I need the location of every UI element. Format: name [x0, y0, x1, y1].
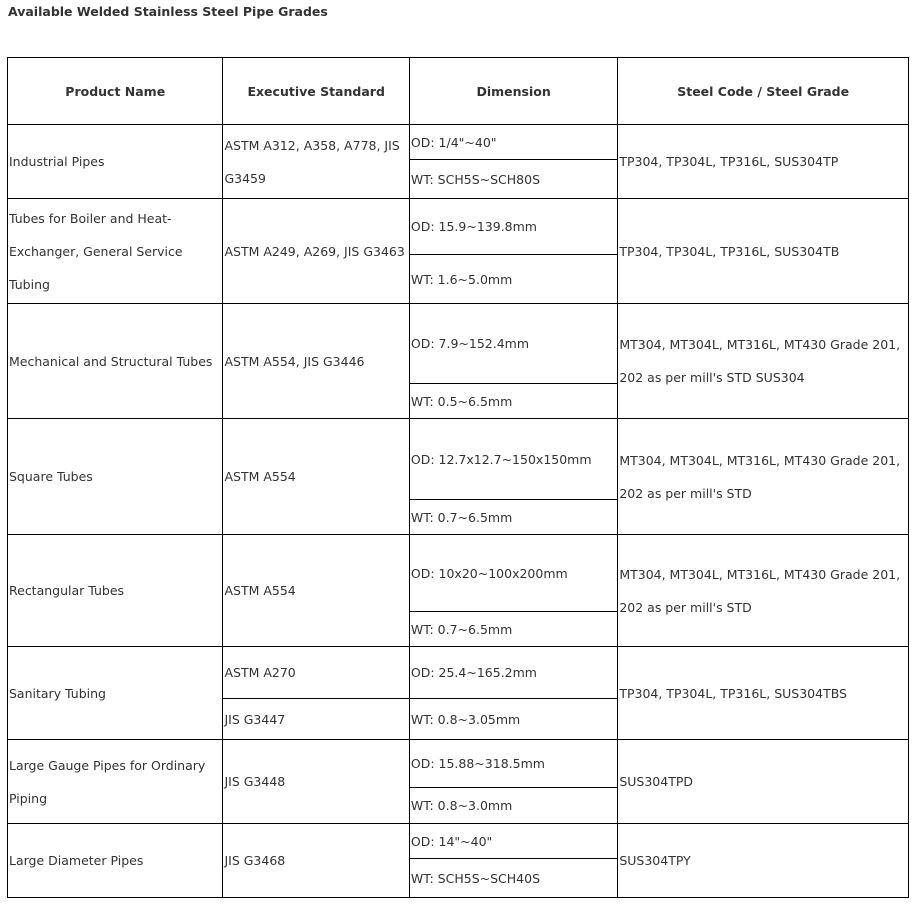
standard-cell: ASTM A249, A269, JIS G3463 — [223, 199, 409, 304]
table-row — [8, 125, 909, 160]
od-cell: OD: 10x20~100x200mm — [409, 535, 617, 612]
grade-cell: MT304, MT304L, MT316L, MT430 Grade 201, 202 as per mill's STD SUS304 — [618, 304, 909, 419]
grade-cell: TP304, TP304L, TP316L, SUS304TB — [618, 199, 909, 304]
standard-cell: JIS G3468 — [223, 824, 409, 898]
header-executive-standard: Executive Standard — [223, 58, 409, 125]
wt-cell: WT: SCH5S~SCH80S — [409, 160, 617, 199]
grade-cell: MT304, MT304L, MT316L, MT430 Grade 201, 202 as per mill's STD — [618, 419, 909, 535]
header-product-name: Product Name — [8, 58, 223, 125]
product-name-cell: Tubes for Boiler and Heat-Exchanger, General Service Tubing — [8, 199, 223, 304]
header-steel-grade: Steel Code / Steel Grade — [618, 58, 909, 125]
wt-cell: WT: 0.7~6.5mm — [409, 500, 617, 535]
table-row — [8, 199, 909, 255]
table-header-row — [8, 58, 909, 125]
grade-cell: TP304, TP304L, TP316L, SUS304TBS — [618, 647, 909, 740]
page-title: Available Welded Stainless Steel Pipe Grades — [8, 4, 328, 19]
standard-cell: JIS G3447 — [223, 699, 409, 740]
table-row — [8, 647, 909, 699]
grade-cell: TP304, TP304L, TP316L, SUS304TP — [618, 125, 909, 199]
od-cell: OD: 25.4~165.2mm — [409, 647, 617, 699]
product-name-cell: Large Gauge Pipes for Ordinary Piping — [8, 740, 223, 824]
wt-cell: WT: 0.8~3.0mm — [409, 788, 617, 824]
table-row — [8, 419, 909, 500]
product-name-cell: Large Diameter Pipes — [8, 824, 223, 898]
od-cell: OD: 15.9~139.8mm — [409, 199, 617, 255]
wt-cell: WT: 0.8~3.05mm — [409, 699, 617, 740]
wt-cell: WT: 0.7~6.5mm — [409, 612, 617, 647]
grade-cell: SUS304TPY — [618, 824, 909, 898]
od-cell: OD: 1/4"~40" — [409, 125, 617, 160]
table-row — [8, 535, 909, 612]
product-name-cell: Industrial Pipes — [8, 125, 223, 199]
standard-cell: ASTM A312, A358, A778, JIS G3459 — [223, 125, 409, 199]
standard-cell: JIS G3448 — [223, 740, 409, 824]
standard-cell: ASTM A554 — [223, 419, 409, 535]
product-name-cell: Square Tubes — [8, 419, 223, 535]
standard-cell: ASTM A554, JIS G3446 — [223, 304, 409, 419]
standard-cell: ASTM A554 — [223, 535, 409, 647]
od-cell: OD: 14"~40" — [409, 824, 617, 859]
wt-cell: WT: 0.5~6.5mm — [409, 384, 617, 419]
table-row — [8, 304, 909, 384]
od-cell: OD: 12.7x12.7~150x150mm — [409, 419, 617, 500]
standard-cell: ASTM A270 — [223, 647, 409, 699]
wt-cell: WT: SCH5S~SCH40S — [409, 859, 617, 898]
table-row — [8, 824, 909, 859]
od-cell: OD: 15.88~318.5mm — [409, 740, 617, 788]
od-cell: OD: 7.9~152.4mm — [409, 304, 617, 384]
table-row — [8, 740, 909, 788]
grade-cell: MT304, MT304L, MT316L, MT430 Grade 201, 202 as per mill's STD — [618, 535, 909, 647]
grade-cell: SUS304TPD — [618, 740, 909, 824]
header-dimension: Dimension — [409, 58, 617, 125]
product-name-cell: Mechanical and Structural Tubes — [8, 304, 223, 419]
product-name-cell: Rectangular Tubes — [8, 535, 223, 647]
product-name-cell: Sanitary Tubing — [8, 647, 223, 740]
wt-cell: WT: 1.6~5.0mm — [409, 255, 617, 304]
pipe-grades-table — [7, 57, 909, 898]
